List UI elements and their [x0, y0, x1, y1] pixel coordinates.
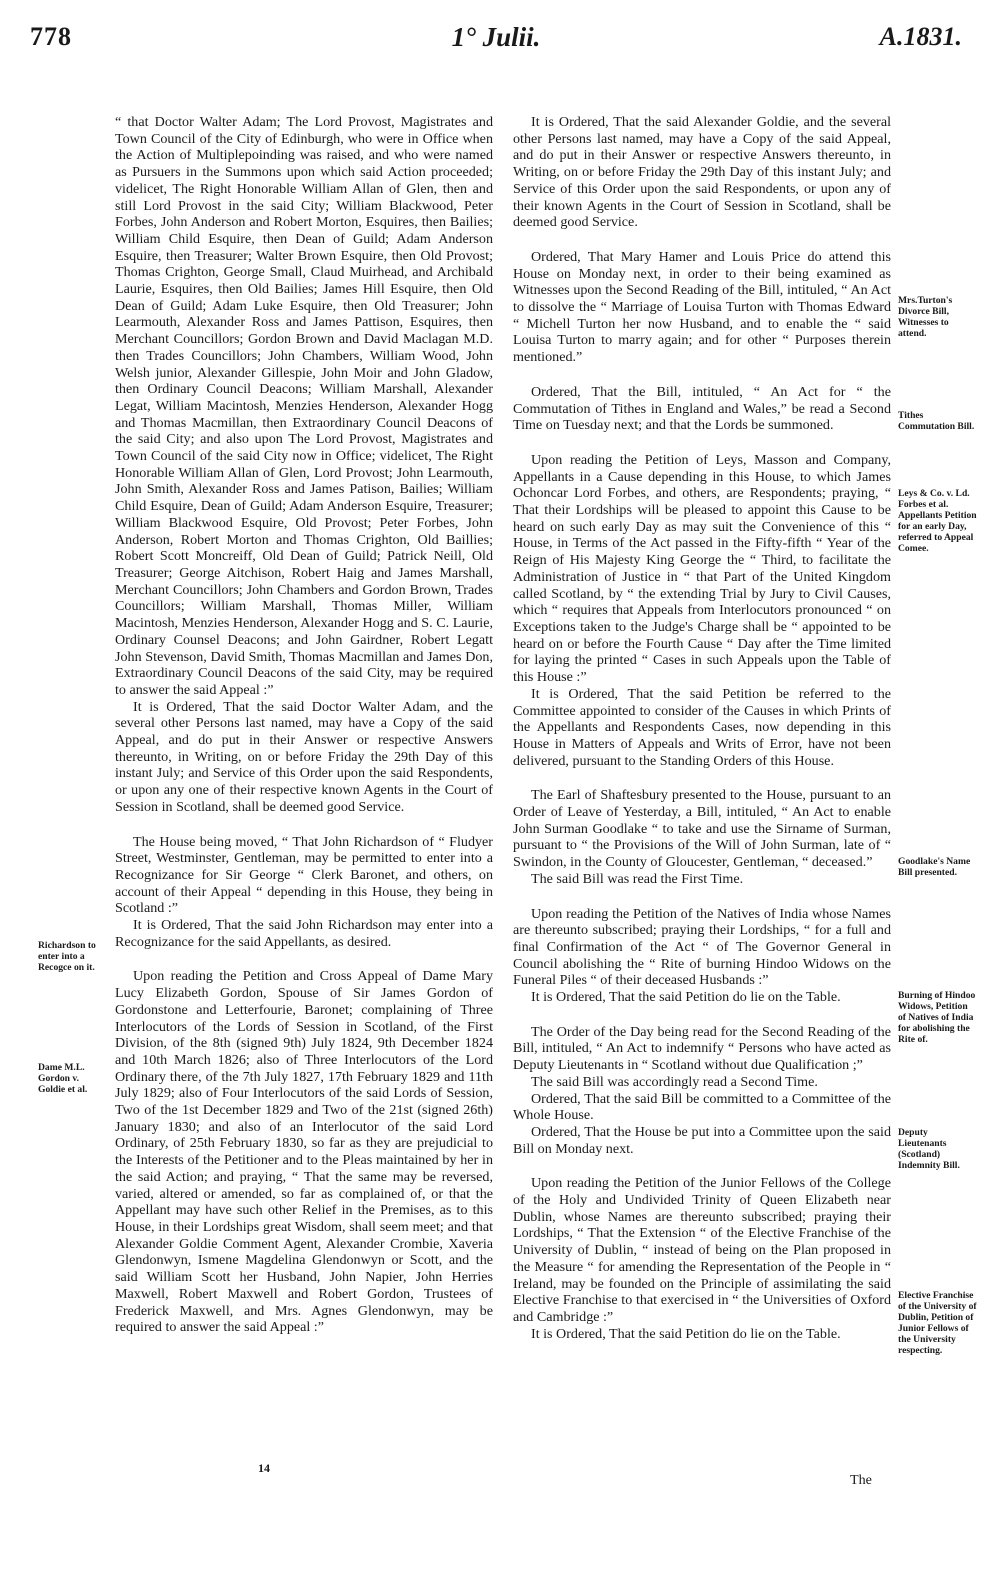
margin-note-dublin: Elective Franchise of the University of Dublin, Petition of Junior Fellows of the University respecting. [898, 1290, 977, 1356]
margin-note-richardson: Richardson to enter into a Recogce on it. [38, 940, 96, 973]
right-paragraph-tithes-bill: Ordered, That the Bill, intituled, “ An Act for “ the Commutation of Tithes in England and Wales,” be read a Second Time on Tuesday next; and that the Lords be summoned. [513, 383, 891, 434]
left-column [115, 114, 493, 1336]
margin-note-hindoo: Burning of Hindoo Widows, Petition of Natives of India for abolishing the Rite of. [898, 990, 976, 1045]
left-paragraph-richardson-motion: The House being moved, “ That John Richardson of “ Fludyer Street, Westminster, Gentleman, may be permitted to enter into a Recognizance for Sir George “ Clerk Baronet, and others, on account of their Appeal “ depending in this House, they being in Scotland :” [115, 833, 493, 917]
right-paragraph-india-petition: Upon reading the Petition of the Natives of India whose Names are thereunto subscribed; praying their Lordships, “ for a full and final Confirmation of the Act “ of The Governor General in Council abolishing the “ Rite of burning Hindoo Widows on the Funeral Piles “ of their deceased Husbands :” [513, 905, 891, 989]
catchword: The [850, 1472, 872, 1488]
page-header [30, 22, 962, 66]
right-paragraph-goodlake-read: The said Bill was read the First Time. [531, 870, 744, 887]
right-paragraph-turton-witnesses: Ordered, That Mary Hamer and Louis Price do attend this House on Monday next, in order to their being examined as Witnesses upon the Second Reading of the Bill, intituled, “ An Act to dissolve the “ Marriage of Louisa Turton with Thomas Edward “ Michell Turton her now Husband, and to enable the “ said Louisa Turton to marry again; and for other “ Purposes therein mentioned.” [513, 248, 891, 366]
margin-note-turton: Mrs.Turton's Divorce Bill, Witnesses to attend. [898, 295, 953, 339]
right-paragraph-leys-petition: Upon reading the Petition of Leys, Masson and Company, Appellants in a Cause depending in this House, to which James Ochoncar Lord Forbes, and others, are Respondents; praying, “ That their Lordships will be pleased to appoint this Cause to be heard on such early Day as may suit the Convenience of this “ House, in Terms of the Act passed in the Fifty-fifth “ Year of the Reign of His Majesty King George the “ Third, to facilitate the Administration of Justice in “ that Part of the United Kingdom called Scotland, by “ the extending Trial by Jury to Civil Causes, which “ requires that Appeals from Interlocutors pronounced “ on Exceptions taken to the Judge's Charge shall be “ appointed to be heard on or before the Fourth Cause “ Day after the Time limited for laying the printed “ Cases in such Appeals upon the Table of this House :” [513, 451, 891, 686]
right-paragraph-order-goldie: It is Ordered, That the said Alexander Goldie, and the several other Persons last named, may have a Copy of the said Appeal, and do put in their Answer or respective Answers thereunto, in Writing, on or before Friday the 29th Day of this instant July; and Service of this Order upon the said Respondents, or upon any of their known Agents in the Court of Session in Scotland, shall be deemed good Service. [513, 114, 891, 231]
margin-note-goodlake: Goodlake's Name Bill presented. [898, 856, 971, 878]
right-paragraph-dublin-order: It is Ordered, That the said Petition do lie on the Table. [531, 1325, 841, 1342]
signature-mark: 14 [258, 1461, 270, 1475]
right-paragraph-dublin-petition: Upon reading the Petition of the Junior Fellows of the College of the Holy and Undivided Trinity of Queen Elizabeth near Dublin, whose Names are thereunto subscribed; praying their Lordships, “ That the Extension “ of the Elective Franchise of the University of Dublin, “ instead of being on the Plan proposed in the Measure “ for amending the Representation of the People in “ Ireland, may be founded on the Principle of assimilating the said Elective Franchise to that exercised in “ the Universities of Oxford and Cambridge :” [513, 1175, 891, 1325]
right-paragraph-deputy-committee: Ordered, That the House be put into a Committee upon the said Bill on Monday next. [513, 1123, 891, 1157]
left-paragraph-order-adam: It is Ordered, That the said Doctor Walter Adam, and the several other Persons last named, may have a Copy of the said Appeal, and do put in their Answer or respective Answers thereunto, in Writing, on or before Friday the 29th Day of this instant July; and Service of this Order upon the said Respondents, or upon any one of their respective known Agents in the Court of Session in Scotland, shall be deemed good Service. [115, 698, 493, 815]
left-paragraph-gordon-petition: Upon reading the Petition and Cross Appeal of Dame Mary Lucy Elizabeth Gordon, Spouse of Sir James Gordon of Gordonstone and Letterfourie, Baronet; complaining of Three Interlocutors of the Lords of Session in Scotland, of the First Division, of the 8th (signed 9th) July 1824, 9th December 1824 and 10th March 1826; also of Three Interlocutors of the Lord Ordinary there, of the 7th July 1827, 17th February 1829 and 11th July 1829; also of Four Interlocutors of the said Lords of Session, Two of the 1st December 1829 and Two of the 21st (signed 26th) January 1830; and also of an Interlocutor of the said Lord Ordinary, of 25th February 1830, so far as they are prejudicial to the Interests of the Petitioner and to the Pleas maintained by her in the said Action; and praying, “ That the same may be reversed, varied, altered or amended, so far as complained of, or that the Appellant may have such other Relief in the Premises, as to this House, in their Lordships great Wisdom, shall seem meet; and that Alexander Goldie Comment Agent, Alexander Crombie, Xaveria Glendonwyn, Ismene Magdelina Glendonwyn or Scott, and the said William Scott her Husband, John Napier, John Herries Maxwell, Robert Maxwell and Robert Gordon, Trustees of Frederick Maxwell, and Mrs. Agnes Glendonwyn, may be required to answer the said Appeal :” [115, 968, 493, 1336]
left-paragraph-richardson-order: It is Ordered, That the said John Richardson may enter into a Recognizance for the said Appellants, as desired. [115, 917, 493, 950]
page-number: 778 [30, 22, 72, 51]
right-column [513, 114, 891, 1342]
margin-note-deputy: Deputy Lieutenants (Scotland) Indemnity Bill. [898, 1127, 960, 1171]
right-paragraph-leys-order: It is Ordered, That the said Petition be referred to the Committee appointed to consider of the Causes in which Prints of the Appellants and Respondents Cases, now depending in this House in Matters of Appeals and Writs of Error, have not been delivered, pursuant to the Standing Orders of this House. [513, 685, 891, 769]
page-title: 1° Julii. [451, 22, 541, 52]
right-paragraph-deputy-second: The said Bill was accordingly read a Second Time. [531, 1073, 818, 1090]
right-paragraph-goodlake-bill: The Earl of Shaftesbury presented to the House, pursuant to an Order of Leave of Yesterday, a Bill, intituled, “ An Act to enable John Surman Goodlake “ to take and use the Sirname of Surman, pursuant to “ the Provisions of the Will of John Surman, late of “ Swindon, in the County of Gloucester, Gentleman, “ deceased.” [513, 787, 891, 871]
right-paragraph-deputy-committed: Ordered, That the said Bill be committed to a Committee of the Whole House. [513, 1090, 891, 1124]
margin-note-tithes: Tithes Commutation Bill. [898, 410, 975, 432]
margin-note-gordon: Dame M.L. Gordon v. Goldie et al. [38, 1062, 88, 1095]
margin-note-leys: Leys & Co. v. Ld. Forbes et al. Appellants Petition for an early Day, referred to Appeal Comee. [898, 488, 977, 554]
left-paragraph-respondents-list: “ that Doctor Walter Adam; The Lord Provost, Magistrates and Town Council of the City of Edinburgh, who were in Office when the Action of Multiplepoinding was raised, and who were named as Pursuers in the Summons upon which said Action proceeded; videlicet, The Right Honorable William Allan of Glen, then and still Lord Provost in the said City; William Blackwood, Peter Forbes, John Anderson and Robert Morton, Esquires, then Bailies; William Child Esquire, then Dean of Guild; Adam Anderson Esquire, then Treasurer; Walter Brown Esquire, then Old Provost; Thomas Crighton, George Small, Claud Muirhead, and Archibald Laurie, Esquires, then Old Bailies; James Hill Esquire, then Old Dean of Guild; Adam Luke Esquire, then Old Treasurer; John Learmouth, Alexander Ross and James Pattison, Esquires, then Merchant Councillors; Gordon Brown and David Maclagan M.D. then Trades Councillors; John Chambers, William Wood, John Welsh junior, Alexander Gillespie, John Moir and John Gladow, then Ordinary Council Deacons; William Marshall, Alexander Legat, William Macintosh, Menzies Henderson, Alexander Hogg and Thomas Macmillan, then Extraordinary Council Deacons of the said City; and also upon The Lord Provost, Magistrates and Town Council of the said City now in Office; videlicet, The Right Honorable William Allan of Glen, Lord Provost; John Learmouth, John Smith, Alexander Ross and James Patison, Bailies; William Child Esquire, Dean of Guild; Adam Anderson Esquire, Treasurer; William Blackwood Esquire, Old Provost; Peter Forbes, John Anderson, Robert Morton and Thomas Crighton, Old Baillies; Robert Scott Moncreiff, Old Dean of Guild; Patrick Neill, Old Treasurer; George Aitchison, Robert Haig and James Marshall, Merchant Councillors; John Chambers and Gordon Brown, Trades Councillors; William Marshall, Thomas Miller, William Macintosh, Menzies Henderson, Alexander Hogg and S. C. Laurie, Ordinary Counsel Deacons; and John Gairdner, Robert Legatt John Stevenson, David Smith, Thomas Macmillan and James Don, Extraordinary Council Deacons of the said City, may be required to answer the said Appeal :” [115, 114, 493, 698]
right-paragraph-deputy-reading: The Order of the Day being read for the Second Reading of the Bill, intituled, “ An Act to indemnify “ Persons who have acted as Deputy Lieutenants in “ Scotland without due Qualification ;” [513, 1023, 891, 1074]
right-paragraph-india-order: It is Ordered, That the said Petition do lie on the Table. [531, 989, 841, 1006]
page-year: A.1831. [879, 22, 962, 51]
